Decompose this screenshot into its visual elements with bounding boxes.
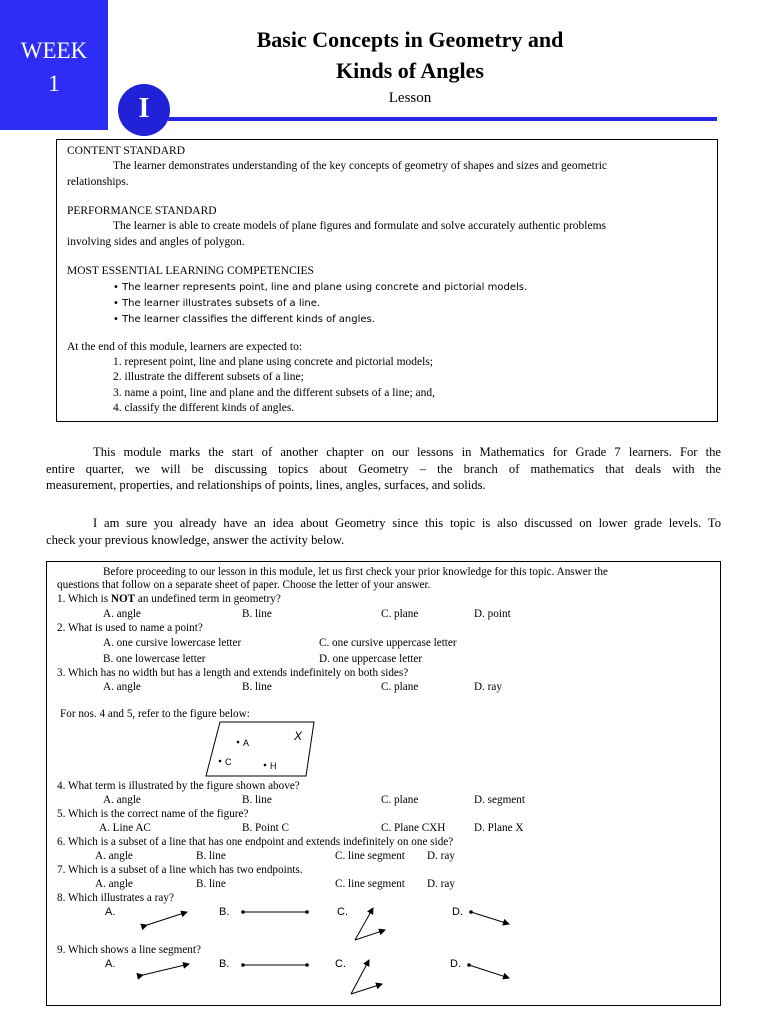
melc-item: • The learner classifies the different kinds of angles. [113, 314, 375, 325]
point-h-dot [264, 764, 267, 767]
choice-letter: D. [450, 958, 461, 970]
choice: C. line segment [335, 850, 405, 862]
content-standard-text-2: relationships. [67, 176, 129, 188]
question-1 [57, 592, 281, 606]
question-5: 5. Which is the correct name of the figure? [57, 808, 249, 820]
objective-item: 2. illustrate the different subsets of a line; [113, 371, 304, 383]
choice: A. angle [103, 794, 141, 806]
ray-figure [471, 912, 509, 924]
choice: A. Line AC [99, 822, 151, 834]
choice: D. one uppercase letter [319, 653, 423, 665]
choice: B. one lowercase letter [103, 653, 206, 665]
performance-standard-text-2: involving sides and angles of polygon. [67, 236, 245, 248]
choice: A. angle [95, 878, 133, 890]
paragraph-line: This module marks the start of another chapter on our lessons in Mathematics for Grade 7 learners. For the [93, 445, 721, 459]
point-a-dot [237, 741, 240, 744]
choice: A. one cursive lowercase letter [103, 637, 242, 649]
choice: A. angle [103, 681, 141, 693]
header-rule [168, 117, 717, 121]
melc-heading: MOST ESSENTIAL LEARNING COMPETENCIES [67, 265, 314, 277]
question-4: 4. What term is illustrated by the figure shown above? [57, 780, 300, 792]
question-2: 2. What is used to name a point? [57, 622, 203, 634]
line-figure [147, 912, 187, 925]
objective-item: 3. name a point, line and plane and the different subsets of a line; and, [113, 387, 436, 399]
segment-endpoint [241, 963, 245, 967]
choice: D. segment [474, 794, 525, 806]
standards-box [56, 139, 718, 422]
choice: A. angle [95, 850, 133, 862]
week-badge [0, 0, 108, 130]
choice-letter: A. [105, 958, 116, 970]
objectives-intro: At the end of this module, learners are expected to: [67, 341, 303, 353]
ray-endpoint [467, 963, 471, 967]
intro-paragraph-2 [46, 515, 721, 548]
choice: C. plane [381, 794, 419, 806]
point-a-label: A [243, 738, 250, 748]
segment-endpoint [305, 910, 309, 914]
choice-letter: C. [335, 958, 346, 970]
objective-item: 1. represent point, line and plane using concrete and pictorial models; [113, 356, 433, 368]
segment-endpoint [305, 963, 309, 967]
choice: B. line [242, 794, 272, 806]
performance-standard-heading: PERFORMANCE STANDARD [67, 205, 217, 217]
choice: C. line segment [335, 878, 405, 890]
choice: B. Point C [242, 822, 289, 834]
segment-endpoint [241, 910, 245, 914]
paragraph-line: entire quarter, we will be discussing topics about Geometry – the branch of mathematics that deals with the [46, 461, 721, 476]
paragraph-line: check your previous knowledge, answer the activity below. [46, 532, 345, 547]
question-1-post: an undefined term in geometry? [135, 593, 281, 605]
choice-letter: B. [219, 958, 230, 970]
week-label: WEEK [20, 38, 88, 63]
title-line-1: Basic Concepts in Geometry and [256, 27, 564, 52]
pretest-box [46, 561, 721, 1006]
ray-figure [469, 965, 509, 978]
lesson-subtitle: Lesson [388, 90, 432, 106]
line-figure [143, 964, 189, 975]
paragraph-line: measurement, properties, and relationships of points, lines, angles, surfaces, and solids. [46, 478, 486, 492]
plane-x-label: X [294, 729, 303, 743]
question-3: 3. Which has no width but has a length and extends indefinitely on both sides? [57, 667, 409, 679]
performance-standard-text-1: The learner is able to create models of plane figures and formulate and solve accurately authentic problems [113, 220, 607, 232]
choice: D. point [474, 608, 511, 620]
choice: D. ray [427, 878, 455, 890]
intro-paragraph-1 [46, 444, 721, 494]
week-number: 1 [48, 71, 60, 96]
melc-item: • The learner illustrates subsets of a line. [113, 298, 321, 309]
choice: D. ray [427, 850, 455, 862]
paragraph-line: I am sure you already have an idea about Geometry since this topic is also discussed on lower grade levels. To [93, 516, 721, 530]
choice: C. plane [381, 608, 419, 620]
choice: D. ray [474, 681, 502, 693]
question-7: 7. Which is a subset of a line which has two endpoints. [57, 864, 303, 876]
choice: C. Plane CXH [381, 822, 446, 834]
choice: C. one cursive uppercase letter [319, 637, 457, 649]
question-9: 9. Which shows a line segment? [57, 944, 201, 956]
title-line-2: Kinds of Angles [336, 58, 484, 83]
point-c-label: C [225, 757, 232, 767]
ray-endpoint [469, 910, 473, 914]
figure-note: For nos. 4 and 5, refer to the figure below: [60, 708, 250, 720]
lesson-badge: I [118, 84, 170, 136]
page-title [140, 24, 680, 86]
point-c-dot [219, 760, 222, 763]
content-standard-heading: CONTENT STANDARD [67, 145, 186, 157]
choice-letter: B. [219, 906, 230, 918]
content-standard-text-1: The learner demonstrates understanding of the key concepts of geometry of shapes and sizes and geometric [113, 160, 608, 172]
melc-item: • The learner represents point, line and plane using concrete and pictorial models. [113, 282, 528, 293]
plane-figure [202, 720, 322, 778]
choice-letter: C. [337, 906, 348, 918]
question-1-pre: 1. Which is [57, 593, 111, 605]
point-h-label: H [270, 761, 277, 771]
choice-letter: A. [105, 906, 116, 918]
activity-intro-2: questions that follow on a separate sheet of paper. Choose the letter of your answer. [57, 579, 431, 591]
choice: D. Plane X [474, 822, 524, 834]
question-6: 6. Which is a subset of a line that has one endpoint and extends indefinitely on one side? [57, 836, 454, 848]
choice: B. line [196, 850, 226, 862]
q9-figure-choices [97, 954, 557, 1002]
choice-letter: D. [452, 906, 463, 918]
question-1-emphasis: NOT [110, 593, 136, 605]
choice: B. line [242, 681, 272, 693]
q8-figure-choices [97, 902, 557, 948]
objective-item: 4. classify the different kinds of angles. [113, 402, 295, 414]
choice: B. line [196, 878, 226, 890]
choice: C. plane [381, 681, 419, 693]
activity-intro-1: Before proceeding to our lesson in this module, let us first check your prior knowledge for this topic. Answer the [103, 566, 608, 578]
question-8: 8. Which illustrates a ray? [57, 892, 174, 904]
choice: A. angle [103, 608, 141, 620]
choice: B. line [242, 608, 272, 620]
